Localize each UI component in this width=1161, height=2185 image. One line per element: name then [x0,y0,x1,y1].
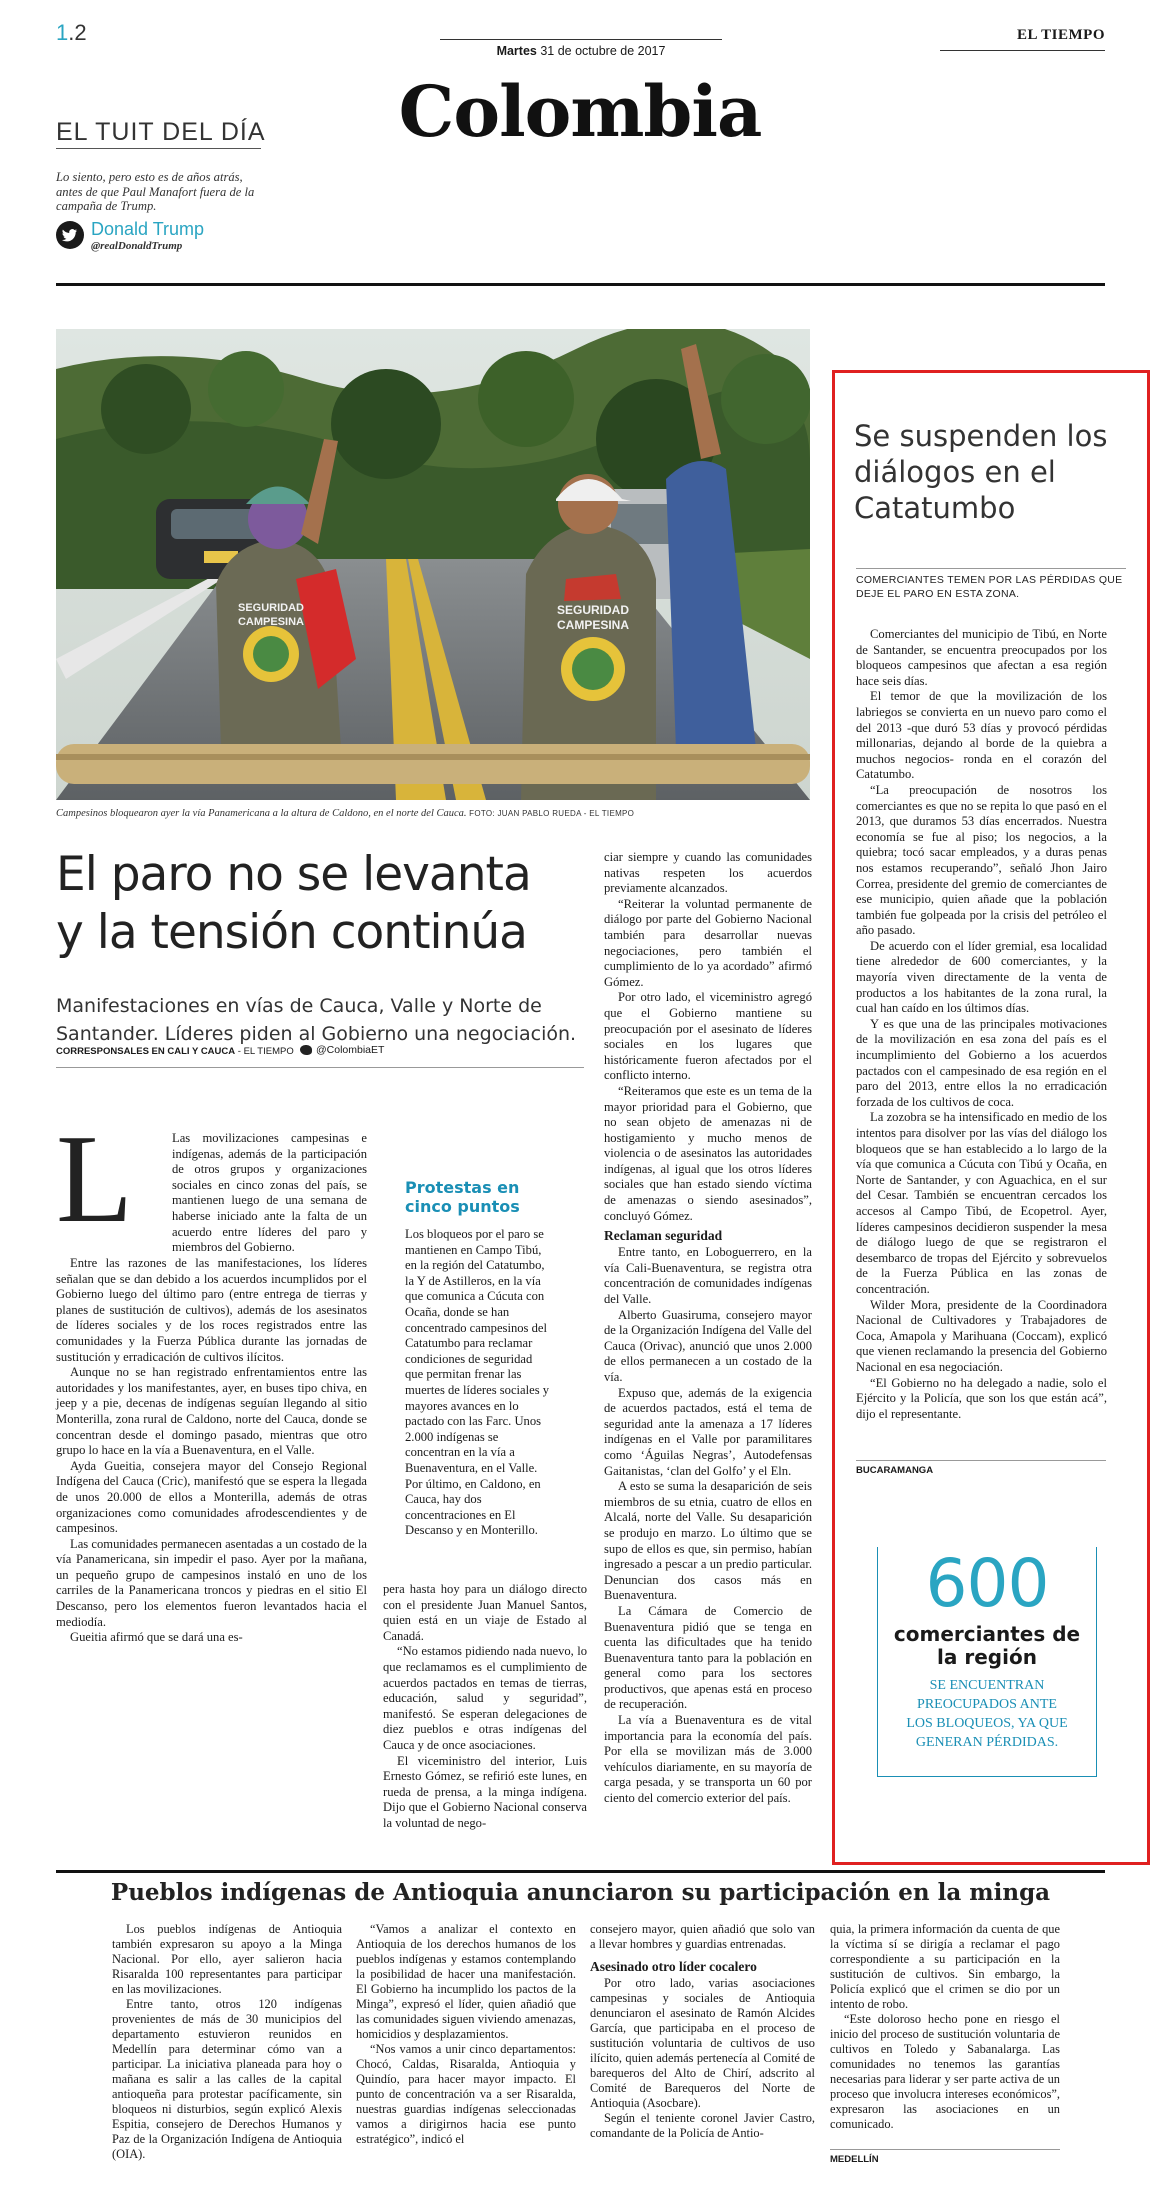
page-number: 1.2 [56,20,87,45]
figure-note: SE ENCUENTRAN PREOCUPADOS ANTE LOS BLOQUEOS, YA QUE GENERAN PÉRDIDAS. [906,1678,1068,1750]
paragraph: El temor de que la movilización de los labriegos se convierta en un nuevo paro como el del 2013 -que duró 53 días y provocó pérdidas millonarias, dejando al borde de la quiebra a muchos negocios- ronda en el corazón del Catatumbo. [856,689,1107,782]
bottom-rule [56,1870,1105,1873]
paragraph: Los pueblos indígenas de Antioquia también expresaron su apoyo a la Minga Nacional. Por ello, ayer salieron hacia Risaralda 100 representantes para participar en las movilizaciones. [112,1922,342,1996]
paragraph: La vía a Buenaventura es de vital importancia para la economía del país. Por ella se movilizan más de 3.000 vehículos diariamente, en su mayoría de carga pesada, y se transporta un 60 por ciento del comercio exterior del país. [604,1713,812,1806]
side-story-dateline: BUCARAMANGA [856,1460,1106,1476]
brand-logo: EL TIEMPO [1017,27,1105,43]
paragraph: El viceministro del interior, Luis Ernesto Gómez, se refirió este lunes, en rueda de prensa, a la minga indígena. Dijo que el Gobierno Nacional conserva la voluntad de nego- [383,1753,587,1830]
bottom-col1 [112,1922,342,2162]
paragraph: Entre las razones de las manifestaciones, los líderes señalan que se dan debido a los acuerdos incumplidos por el Gobierno luego del último paro (entre entrega de tierras y planes de sustitución de cultivos), además de los asesinatos de líderes sociales y de los roces registrados entre las comunidades y la Fuerza Pública durante las jornadas de sustitución y erradicación de cultivos ilícitos. [56,1256,367,1364]
bottom-col4 [830,1922,1060,2132]
main-photo [56,329,810,800]
paragraph: De acuerdo con el líder gremial, esa localidad tiene alrededor de 600 comerciantes, y la mayoría viven directamente de la venta de productos a los habitantes de la zona rural, la cual han caído en los últimos días. [856,938,1107,1016]
main-col1 [56,1256,367,1646]
photo-caption: Campesinos bloquearon ayer la vía Panamericana a la altura de Caldono, en el norte del Cauca. FOTO: JUAN PABLO RUEDA - EL TIEMPO [56,808,635,819]
paragraph: “Vamos a analizar el contexto en Antioquia de los derechos humanos de los pueblos indígenas y estamos contemplando la posibilidad de hacer una manifestación. El Gobierno ha incumplido los pactos de la Minga”, expresó el líder, quien añadió que las comunidades siguen viviendo amenazas, homicidios y desplazamientos. [356,1922,576,2041]
sidebar-text [405,1227,551,1539]
paragraph: pera hasta hoy para un diálogo directo con el presidente Juan Manuel Santos, quien está en un viaje de Estado al Canadá. [383,1582,587,1643]
paragraph: Gueitia afirmó que se dará una es- [70,1630,243,1645]
paragraph: A esto se suma la desaparición de seis miembros de su etnia, cuatro de ellos en Alcalá, norte del Valle. Su desaparición se produjo en marzo. Lo último que se supo de ellos es que, sin permiso, habían ingresado a pescar a un predio particular. Denuncian dos casos más en Buenaventura. [604,1479,812,1603]
main-col2-bottom [383,1582,587,1832]
drop-cap: L [56,1110,133,1249]
sidebar-title: Protestas en cinco puntos [405,1178,520,1216]
bottom-headline: Pueblos indígenas de Antioquia anunciaron su participación en la minga [110,1879,1051,1906]
tweet-text: Lo siento, pero esto es de años atrás, antes de que Paul Manafort fuera de la campaña de Trump. [56,170,255,213]
photo-credit: FOTO: JUAN PABLO RUEDA - EL TIEMPO [469,809,635,818]
main-col1-top [172,1131,367,1256]
paragraph: ciar siempre y cuando las comunidades nativas respeten los acuerdos previamente alcanzados. [604,850,812,896]
paragraph: Por otro lado, el viceministro agregó que el Gobierno mantiene su preocupación por el asesinato de líderes sociales en los lugares que históricamente fueron afectados por el conflicto interno. [604,990,812,1083]
paragraph: Comerciantes del municipio de Tibú, en Norte de Santander, se encuentra preocupados por los bloqueos campesinos que afectan a esa región hace seis días. [856,627,1107,688]
paragraph: Según el teniente coronel Javier Castro, comandante de la Policía de Antio- [590,2111,815,2140]
paragraph: Aunque no se han registrado enfrentamientos entre las autoridades y los manifestantes, ayer, en buses tipo chiva, en jeep y a pie, decenas de indígenas seguían llegando al sitio Monterilla, zona rural de Caldono, norte del Cauca, donde se concentran desde el domingo pasado, mientras que otro grupo lo hace en la vía a Buenaventura, en el Valle. [56,1365,367,1458]
figure-label: comerciantes de la región [893,1622,1081,1669]
byline: CORRESPONSALES EN CALI Y CAUCA - EL TIEMPO [56,1046,294,1057]
vest-label-bottom: CAMPESINA [237,616,305,628]
paragraph: “Este doloroso hecho pone en riesgo el inicio del proceso de sustitución voluntaria de cultivos en Toledo y Sabanalarga. Las comunidades no tenemos las garantías necesarias para liderar y ser parte activa de un proceso que involucra intereses económicos”, expresaron las asociaciones en un comunicado. [830,2012,1060,2131]
paragraph: Por otro lado, varias asociaciones campesinas y sociales de Antioquia denunciaron el asesinato de Ramón Alcides García, que participaba en el proceso de sustitución voluntaria de cultivos de uso ilícito, quien además pertenecía al Comité de barequeros del Alto de Chirí, adscrito al Comité de Barequeros del Norte de Antioquia (Asocbare). [590,1976,815,2110]
bottom-col2 [356,1922,576,2147]
brand-rule [940,50,1105,51]
paragraph: consejero mayor, quien añadió que solo van a llevar hombres y guardias entrenadas. [590,1922,815,1951]
paragraph: Entre tanto, otros 120 indígenas provenientes de más de 30 municipios del departamento estuvieron reunidos en Medellín para determinar cómo van a participar. La iniciativa planeada para hoy o mañana es salir a las calles de la capital antioqueña para protestar pacíficamente, sin bloqueos ni disturbios, según explicó Alexis Espitia, consejero de Derechos Humanos y Paz de la Organización Indígena de Antioquia (OIA). [112,1997,342,2161]
section-title: Colombia [398,70,762,153]
headline-line-2: y la tensión continúa [56,905,527,960]
paragraph: “Reiterar la voluntad permanente de diálogo por parte del Gobierno Nacional también para desarrollar nuevas negociaciones, pero también el cumplimiento de lo ya acordado” afirmó Gómez. [604,896,812,989]
tweet-heading: EL TUIT DEL DÍA [56,118,266,146]
paragraph: La Cámara de Comercio de Buenaventura pidió que se tenga en cuenta las dificultades que ha tenido Buenaventura tanto para la población en general como para los sectores productivos, que apenas está en proceso de recuperación. [604,1603,812,1712]
paragraph: Y es que una de las principales motivaciones de la movilización en esa zona del país es el incumplimiento del Gobierno a los acuerdos pactados con el campesinado de esa región en el paro del 2013, entre ellos la no erradicación forzada de los cultivos de coca. [856,1016,1107,1109]
tweet-handle: @realDonaldTrump [91,240,183,252]
tweet-user-link[interactable]: Donald Trump [91,219,205,239]
twitter-bird-icon [56,221,84,249]
paragraph: “La preocupación de nosotros los comerciantes es que no se repita lo que pasó en el 2013, que duramos 53 días encerrados. Nuestra economía se fue al piso; los negocios, a la quiebra; tocó sacar empleados, y a duras penas nos estamos recuperando”, señaló Jhon Jairo Correa, presidente del gremio de comerciantes de ese municipio, quien añade que la población también fue golpeada por la crisis del petróleo el año pasado. [856,782,1107,938]
subhead-asesinado: Asesinado otro líder cocalero [590,1959,757,1974]
header-rule [56,283,1105,286]
bottom-col3 [590,1922,815,2141]
tweet-rule [56,148,261,149]
paragraph: “No estamos pidiendo nada nuevo, lo que reclamamos es el cumplimiento de acuerdos pactados en temas de tierras, educación, salud y seguridad”, manifestó. Se esperan delegaciones de diez pueblos e otras indígenas del Cauca y de once asociaciones. [383,1644,587,1752]
paragraph: quia, la primera información da cuenta de que la víctima sí se dirigía a reclamar el pago correspondiente a su participación en la sustitución de cultivos. Sin embargo, la Policía explicó que el crimen se dio por un intento de robo. [830,1922,1060,2011]
paragraph: Las comunidades permanecen asentadas a un costado de la vía Panamericana, sin impedir el paso. Ayer por la mañana, un pequeño grupo de campesinos instaló en uno de los carriles de la Panamericana troncos y piedras en el sitio El Descanso, pero los elementos fueron levantados hacia el mediodía. [56,1536,367,1629]
paragraph: Las movilizaciones campesinas e indígenas, además de la participación de otros grupos y organizaciones sociales en cinco zonas del país, se mantienen luego de una semana de haberse iniciado ante la falta de un acuerdo entre líderes del paro y miembros del Gobierno. [172,1131,367,1255]
main-headline [56,846,616,962]
main-col3 [604,850,812,1807]
byline-twitter-link[interactable]: @ColombiaET [300,1044,384,1056]
date-line: Martes 31 de octubre de 2017 [440,39,722,58]
paragraph: “Reiteramos que este es un tema de la mayor prioridad para el Gobierno, que no sean objeto de amenazas ni de hostigamiento y mucho menos de violencia o de asesinatos las autoridades indígenas, al igual que los otros líderes sociales que han estado siendo víctima de amenazas o siendo asesinados”, concluyó Gómez. [604,1083,812,1223]
twitter-icon [300,1045,312,1055]
paragraph: “El Gobierno no ha delegado a nadie, solo el Ejército y la Policía, que son los que están acá”, dijo el representante. [856,1375,1107,1421]
bottom-dateline: MEDELLÍN [830,2149,1060,2165]
paragraph: “Nos vamos a unir cinco departamentos: Chocó, Caldas, Risaralda, Antioquia y Quindío, para hacer mayor impacto. El punto de concentración va a ser Risaralda, nuestras guardias indígenas seleccionadas vamos a dirigirnos hacia ese punto estratégico”, indicó el [356,2042,576,2146]
subhead-reclaman: Reclaman seguridad [604,1228,723,1244]
vest-label-top-2: SEGURIDAD [556,603,630,617]
paragraph: La zozobra se ha intensificado en medio de los intentos para disolver por las vías del diálogo los bloqueos que se han establecido a lo largo de la vía que comunica a Cúcuta con Tibú y Ocaña, en Norte de Santander, y con Aguachica, en el sur del Cesar. También se encuentran cercados los accesos al Campo Tibú, de Ecopetrol. Ayer, líderes campesinos decidieron suspender la mesa de diálogo luego de que se registraron el desembarco de tropas del Ejército y sobrevuelos de la Fuerza Pública en las zonas de concentración. [856,1110,1107,1296]
side-story-title: Se suspenden los diálogos en el Catatumbo [854,419,1108,525]
headline-line-1: El paro no se levanta [56,847,531,902]
paragraph: Ayda Gueitia, consejera mayor del Consejo Regional Indígena del Cauca (Cric), manifestó que se espera la llegada de unos 20.000 de ellos a Monterilla, además de otras organizaciones como comunidades afrodescendientes y de campesinos. [56,1458,367,1536]
side-story-deck: COMERCIANTES TEMEN POR LAS PÉRDIDAS QUE DEJE EL PARO EN ESTA ZONA. [856,568,1126,601]
figure-number: 600 [925,1545,1049,1622]
side-story-body [856,627,1107,1422]
paragraph: Alberto Guasiruma, consejero mayor de la Organización Indígena del Valle del Cauca (Orivac), anunció que unos 2.000 de ellos permanecen a un costado de la vía. [604,1307,812,1384]
vest-label-bottom-2: CAMPESINA [556,618,630,632]
main-deck: Manifestaciones en vías de Cauca, Valle y Norte de Santander. Líderes piden al Gobierno una negociación. [56,995,577,1045]
paragraph: Los bloqueos por el paro se mantienen en Campo Tibú, en la región del Catatumbo, la Y de Astilleros, en la vía que comunica a Cúcuta con Ocaña, donde se han concentrado campesinos del Catatumbo para reclamar condiciones de seguridad que permitan frenar las muertes de líderes sociales y mayores avances en lo pactado con las Farc. Unos 2.000 indígenas se concentran en la vía a Buenaventura, en el Valle. Por último, en Caldono, en Cauca, hay dos concentraciones en El Descanso y en Monterillo. [405,1227,550,1538]
paragraph: Wilder Mora, presidente de la Coordinadora Nacional de Cultivadores y Trabajadores de Coca, Amapola y Marihuana (Coccam), explicó que vienen reclamando la presencia del Gobierno Nacional en esa negociación. [856,1297,1107,1374]
paragraph: Expuso que, además de la exigencia de acuerdos pactados, está el tema de seguridad ante la amenaza a 17 líderes indígenas en el Valle por paramilitares como ‘Águilas Negras’, Autodefensas Gaitanistas, ‘clan del Golfo’ y el Eln. [604,1385,812,1478]
paragraph: Entre tanto, en Loboguerrero, en la vía Cali-Buenaventura, se registra otra concentración de comunidades indígenas del Valle. [604,1245,812,1307]
vest-label-top: SEGURIDAD [237,602,305,614]
